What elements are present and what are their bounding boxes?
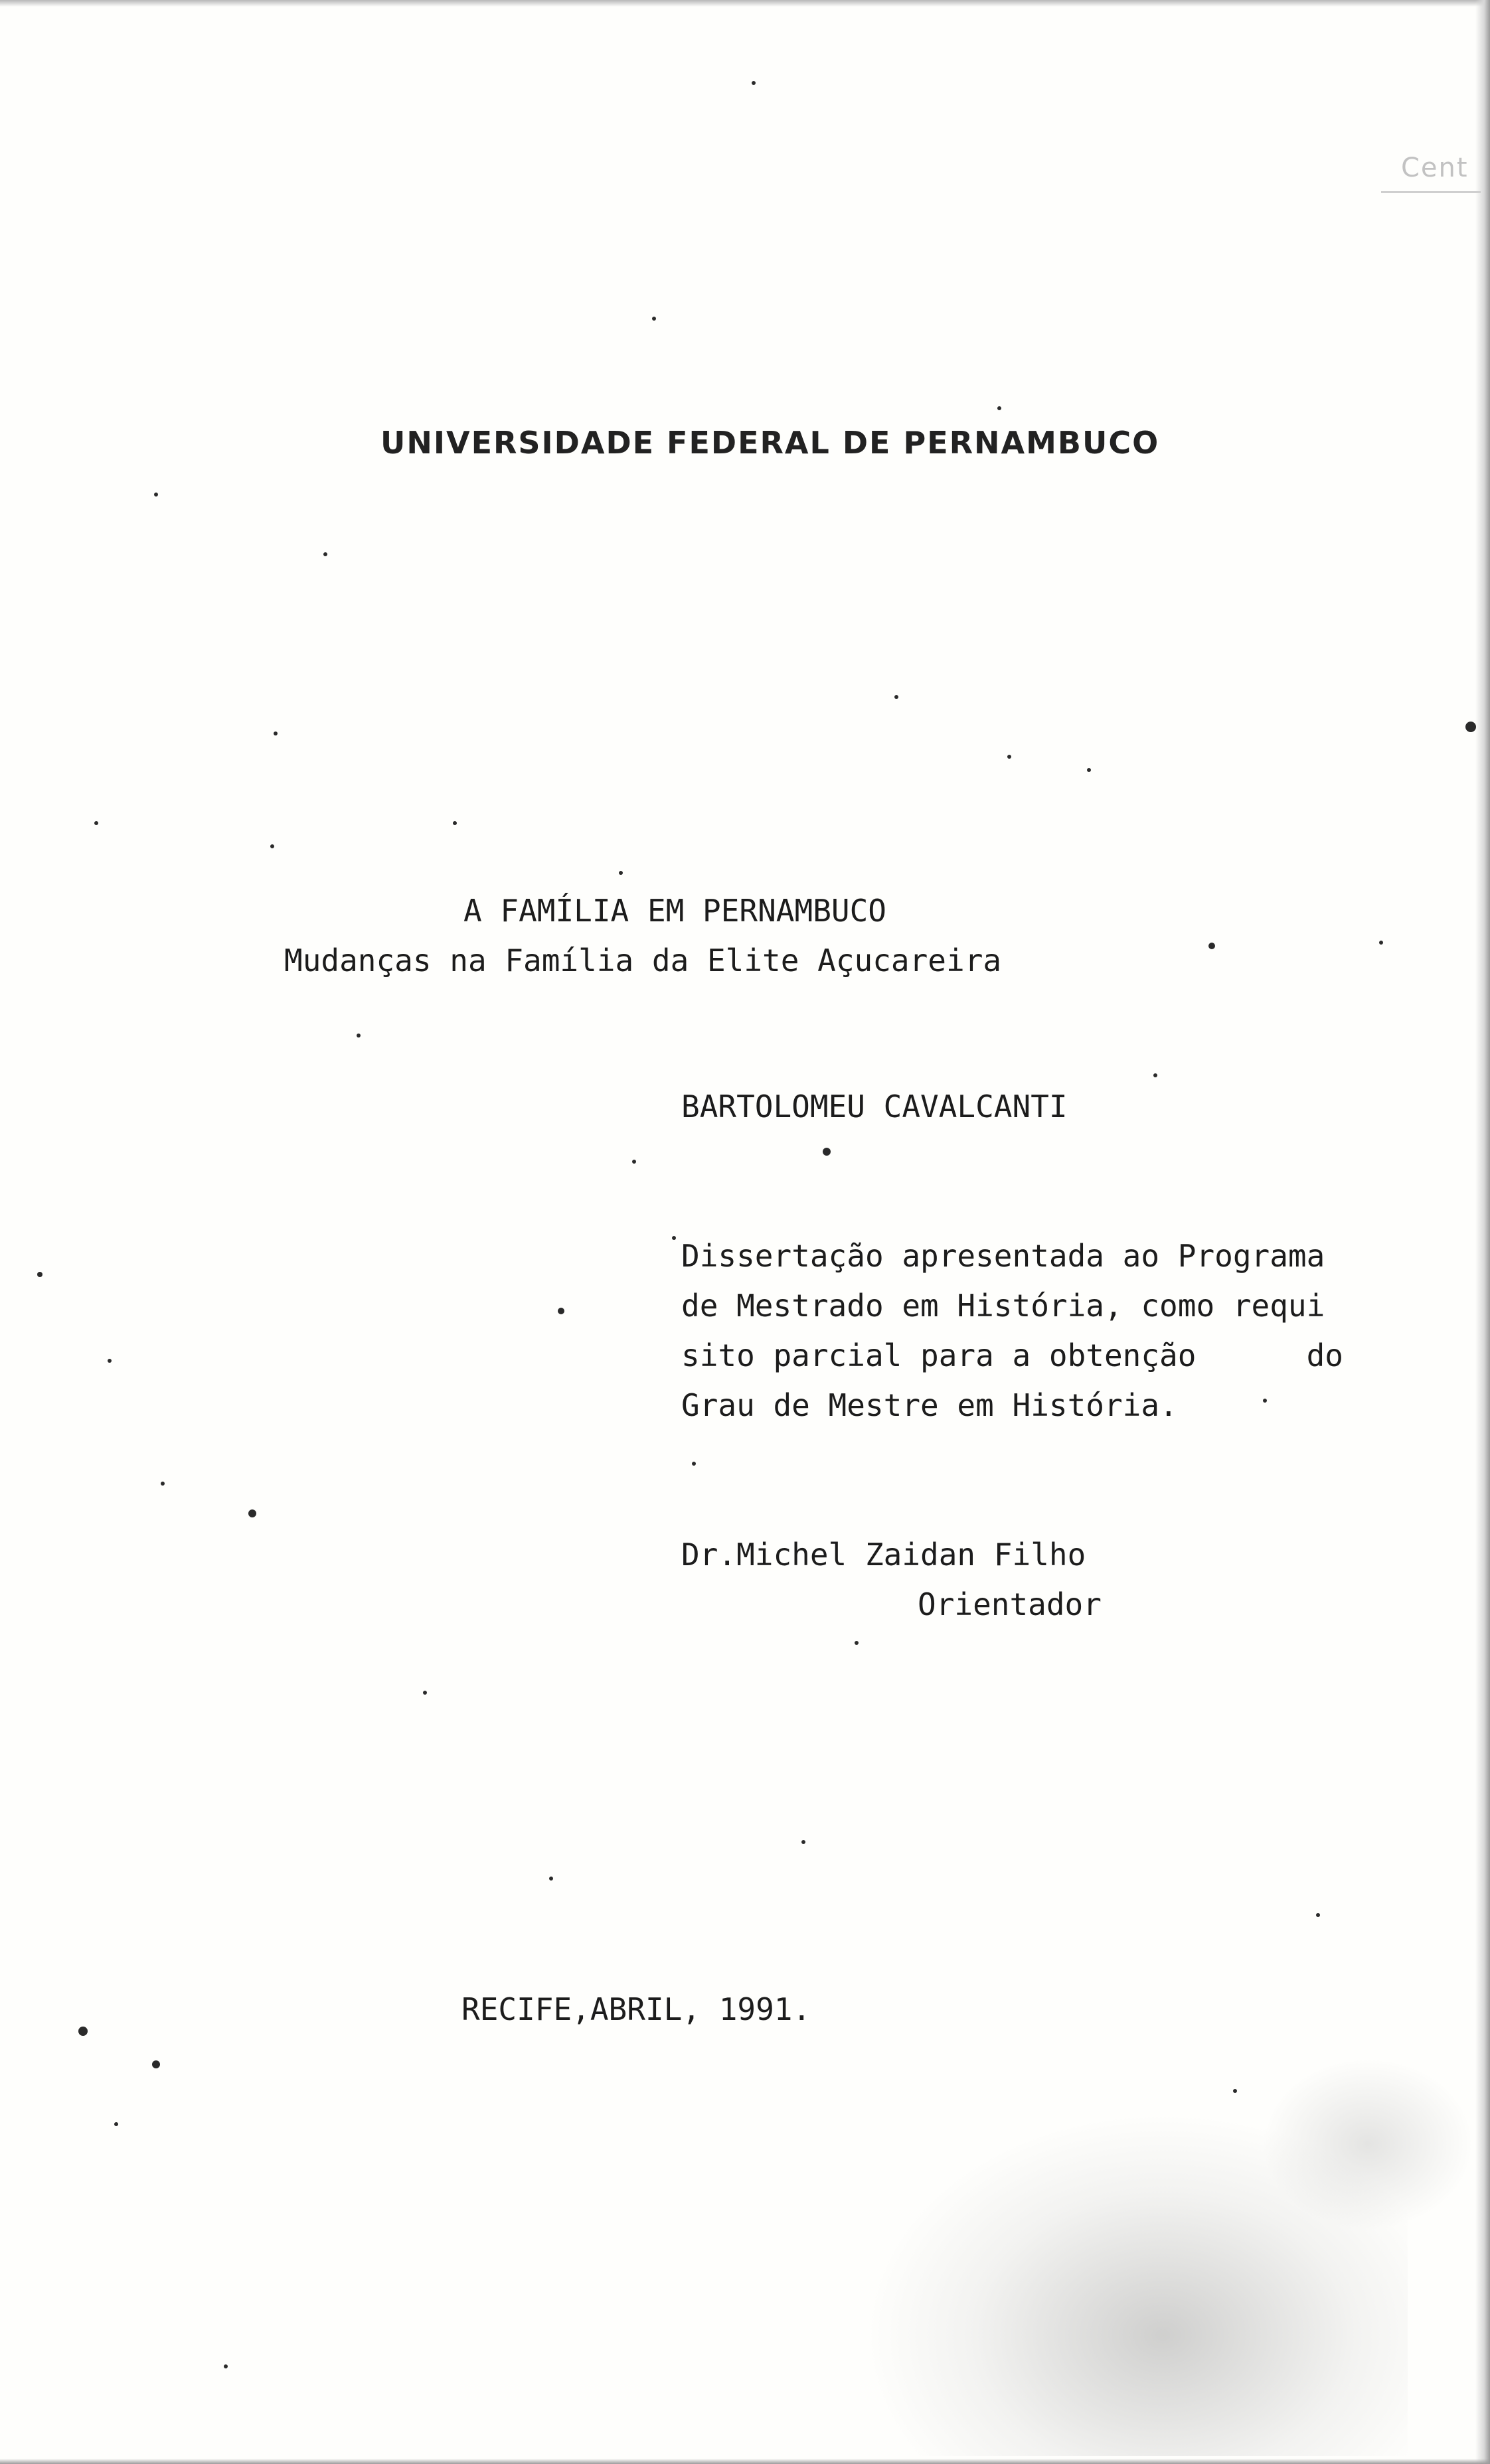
advisor-role: Orientador [918, 1586, 1102, 1622]
advisor-name: Dr.Michel Zaidan Filho [681, 1537, 1086, 1573]
dissertation-description-line-2: de Mestrado em História, como requi [681, 1288, 1325, 1324]
document-subtitle: Mudanças na Família da Elite Açucareira [284, 943, 1002, 978]
corner-stamp: Cent [1401, 153, 1469, 183]
place-and-date: RECIFE,ABRIL, 1991. [461, 1991, 811, 2027]
document-title: A FAMÍLIA EM PERNAMBUCO [463, 893, 886, 929]
dissertation-description-line-1: Dissertação apresentada ao Programa [681, 1238, 1325, 1274]
institution-heading: UNIVERSIDADE FEDERAL DE PERNAMBUCO [380, 425, 1160, 461]
dissertation-description-line-3: sito parcial para a obtenção do [681, 1338, 1343, 1373]
author-name: BARTOLOMEU CAVALCANTI [681, 1089, 1068, 1124]
dissertation-description-line-4: Grau de Mestre em História. [681, 1387, 1178, 1423]
